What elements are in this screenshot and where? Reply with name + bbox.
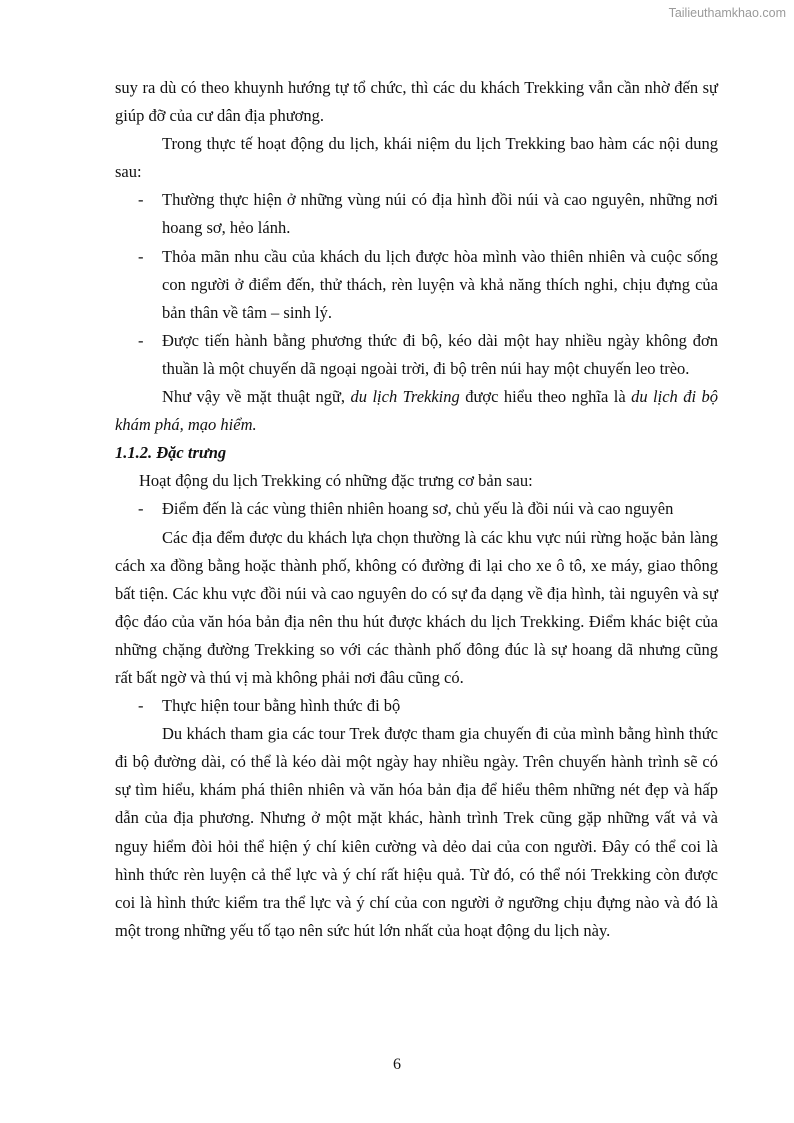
list-item xyxy=(115,243,718,327)
bullet-dash: - xyxy=(138,190,144,210)
italic-term: du lịch Trekking xyxy=(350,387,460,407)
list-item-text: Thực hiện tour bằng hình thức đi bộ xyxy=(162,696,401,716)
list-item-text: Thỏa mãn nhu cầu của khách du lịch được hòa mình vào thiên nhiên và cuộc sống con người ở điểm đến, thử thách, rèn luyện và khả năng thích nghi, chịu đựng của bản thân về tâm – sinh lý. xyxy=(162,246,718,322)
paragraph: Hoạt động du lịch Trekking có những đặc trưng cơ bản sau: xyxy=(139,471,533,491)
text-run: Như vậy về mặt thuật ngữ, xyxy=(162,387,351,407)
page-number: 6 xyxy=(393,1056,401,1073)
paragraph: Trong thực tế hoạt động du lịch, khái niệm du lịch Trekking bao hàm các nội dung sau: xyxy=(115,134,718,182)
section-heading: 1.1.2. Đặc trưng xyxy=(115,443,227,463)
bullet-dash: - xyxy=(138,499,144,519)
list-item-text: Điểm đến là các vùng thiên nhiên hoang sơ, chủ yếu là đồi núi và cao nguyên xyxy=(162,499,674,519)
list-item-text: Thường thực hiện ở những vùng núi có địa hình đồi núi và cao nguyên, những nơi hoang sơ, hẻo lánh. xyxy=(162,190,718,238)
list-item xyxy=(115,495,718,523)
paragraph: Du khách tham gia các tour Trek được tham gia chuyến đi của mình bằng hình thức đi bộ đường dài, có thể là kéo dài một ngày hay nhiều ngày. Trên chuyến hành trình sẽ có sự tìm hiểu, khám phá thiên nhiên và văn hóa bản địa để hiểu thêm những nét đẹp và hấp dẫn của địa phương. Nhưng ở một mặt khác, hành trình Trek cũng gặp những vất vả và nguy hiểm đòi hỏi thể hiện ý chí kiên cường và dẻo dai của con người. Đây có thể coi là hình thức rèn luyện cả thể lực và ý chí rất hiệu quả. Từ đó, có thể nói Trekking còn được coi là hình thức kiểm tra thể lực và ý chí của con người ở ngưỡng chịu đựng nào và đó là một trong những yếu tố tạo nên sức hút lớn nhất của hoạt động du lịch này. xyxy=(115,724,718,940)
paragraph: Các địa đểm được du khách lựa chọn thường là các khu vực núi rừng hoặc bản làng cách xa đồng bằng hoặc thành phố, không có đường đi lại cho xe ô tô, xe máy, giao thông bất tiện. Các khu vực đồi núi và cao nguyên do có sự đa dạng về địa hình, tài nguyên và sự độc đáo của văn hóa bản địa nên thu hút được khách du lịch Trekking. Điểm khác biệt của những chặng đường Trekking so với các thành phố đông đúc là sự hoang dã nhưng cũng rất bất ngờ và thú vị mà không phải nơi đâu cũng có. xyxy=(115,527,718,687)
bullet-dash: - xyxy=(138,696,144,716)
paragraph: suy ra dù có theo khuynh hướng tự tổ chức, thì các du khách Trekking vẫn cần nhờ đến sự giúp đỡ của cư dân địa phương. xyxy=(115,78,718,126)
list-item-text: Được tiến hành bằng phương thức đi bộ, kéo dài một hay nhiều ngày không đơn thuần là một chuyến dã ngoại ngoài trời, đi bộ trên núi hay một chuyến leo trèo. xyxy=(162,330,718,378)
list-item xyxy=(115,327,718,383)
watermark: Tailieuthamkhao.com xyxy=(668,6,786,20)
text-run: được hiểu theo nghĩa là xyxy=(459,387,632,407)
paragraph-definition xyxy=(115,383,718,439)
document-body xyxy=(115,74,718,945)
bullet-dash: - xyxy=(138,330,144,350)
list-item xyxy=(115,692,718,720)
italic-term: du lịch đi bộ khám phá, mạo hiểm. xyxy=(115,387,719,435)
list-item xyxy=(115,186,718,242)
bullet-dash: - xyxy=(138,246,144,266)
